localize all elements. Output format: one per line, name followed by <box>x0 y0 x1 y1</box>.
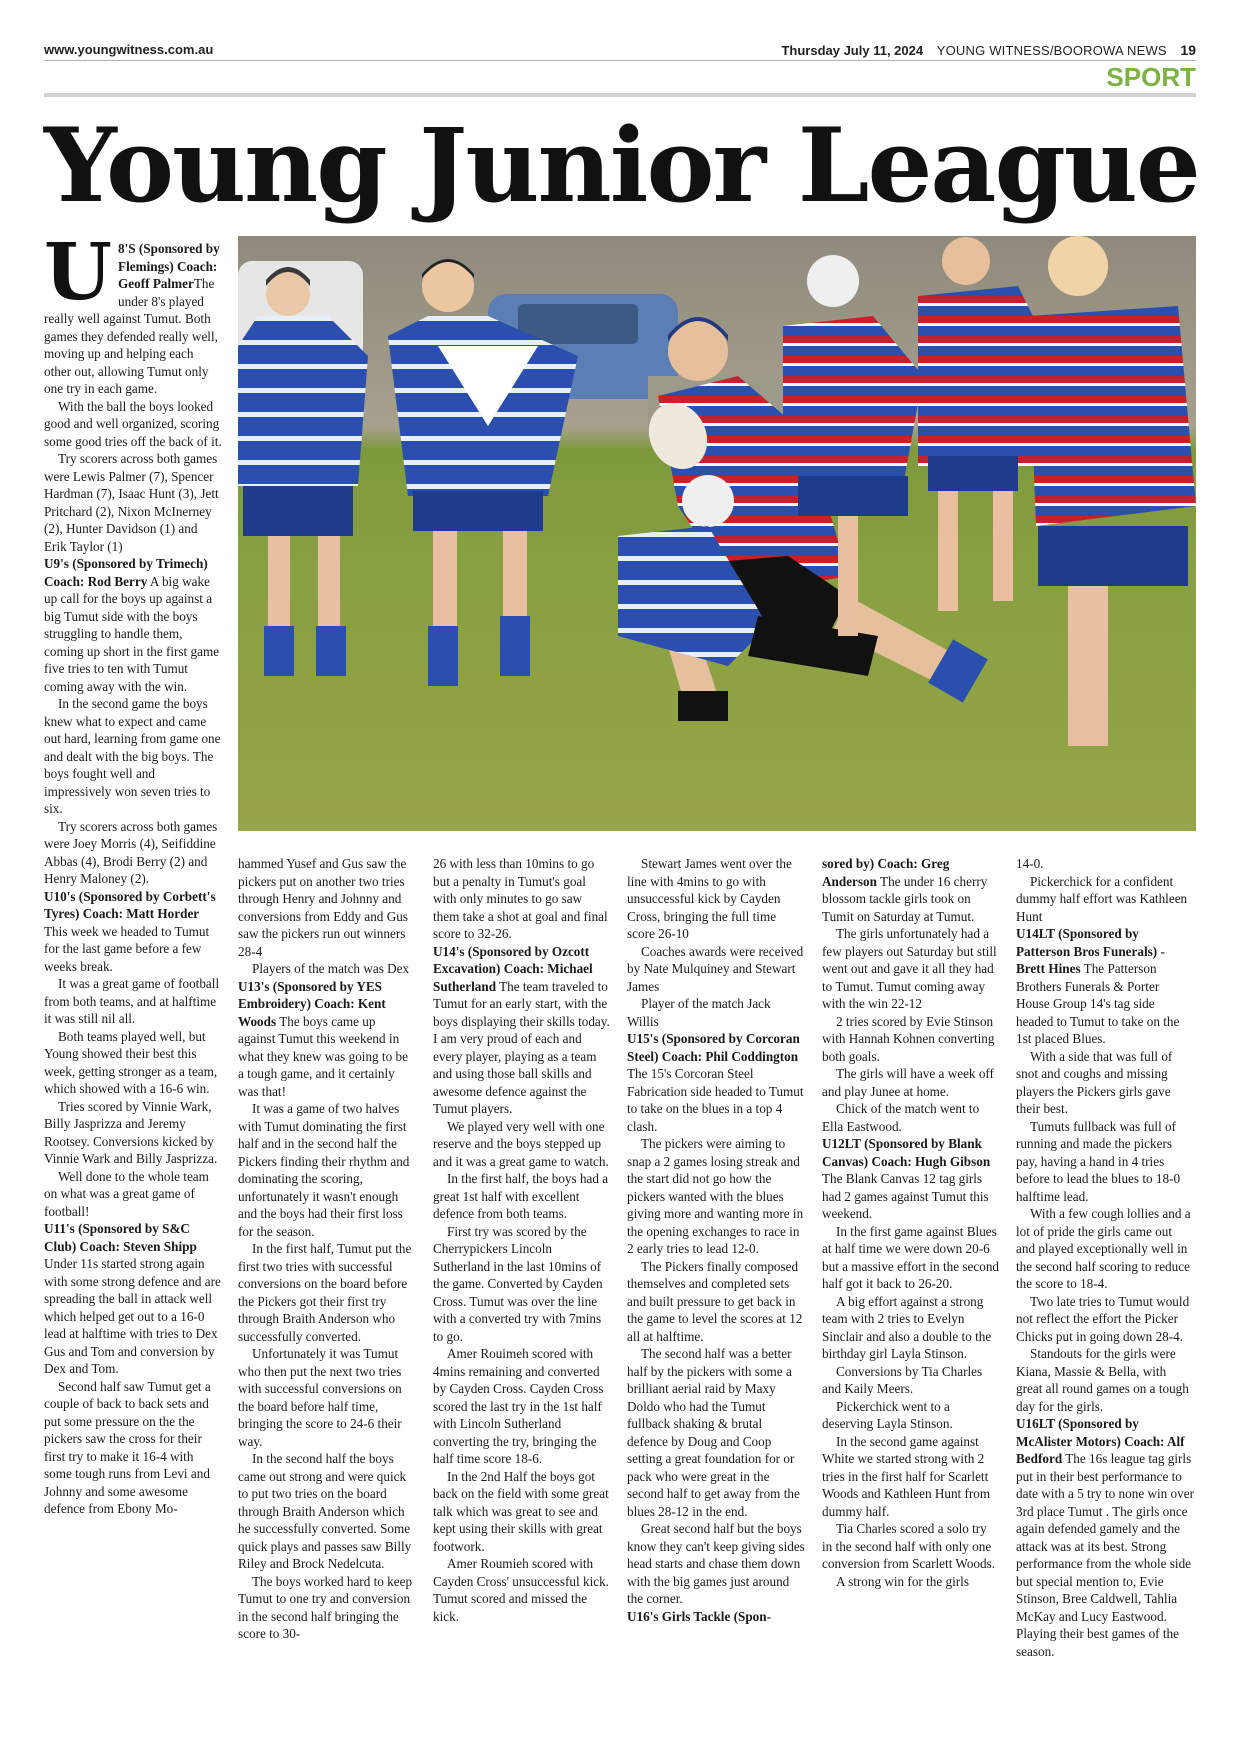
body-paragraph: Try scorers across both games were Joey Morris (4), Seifiddine Abbas (4), Brodi Berry (2) and Henry Maloney (2). <box>44 818 218 886</box>
article-column-4 <box>627 855 805 1625</box>
drop-cap: U <box>44 227 113 318</box>
body-paragraph: It was a game of two halves with Tumut dominating the first half and in the second half the Pickers finding their rhythm and dominating the scoring, unfortunately it wasn't enough and the boys had their first loss for the season. <box>238 1101 410 1239</box>
body-paragraph: Two late tries to Tumut would not reflect the effort the Picker Chicks put in going down 28-4. <box>1016 1293 1190 1344</box>
subhead: 8'S (Sponsored by Flemings) Coach: Geoff Palmer <box>118 241 220 291</box>
subhead: U14's (Sponsored by Ozcott Excavation) Coach: Michael Sutherland <box>433 943 593 994</box>
body-paragraph: Chick of the match went to Ella Eastwood. <box>822 1101 980 1134</box>
subhead-paragraph <box>627 1608 805 1626</box>
subhead: U14LT (Sponsored by Patterson Bros Funerals) - Brett Hines <box>1016 926 1165 976</box>
subhead: U9's (Sponsored by Trimech) Coach: Rod Berry <box>44 556 208 589</box>
body-paragraph: The pickers were aiming to snap a 2 games losing streak and the start did not go how the pickers wanted with the blues giving more and wanting more in the opening exchanges to race in 2 early tries to lead 12-0. <box>627 1136 804 1256</box>
body-text: The boys came up against Tumut this weekend in what they knew was going to be a tough game, and it certainly was that! <box>238 1013 408 1099</box>
body-paragraph: Unfortunately it was Tumut who then put the next two tries with successful conversions on the board before half time, bringing the score to 24-6 their way. <box>238 1346 402 1449</box>
subhead-paragraph <box>822 855 1000 925</box>
header-right <box>781 42 1196 58</box>
subhead: U11's (Sponsored by S&C Club) Coach: Steven Shipp <box>44 1221 197 1254</box>
body-text: The team traveled to Tumut for an early start, with the boys displaying their skills today. I am very proud of each and every player, playing as a team and using those ball skills and awesome defence against the Tumut players. <box>433 978 610 1116</box>
body-paragraph: Player of the match Jack Willis <box>627 996 771 1029</box>
body-text: Under 11s started strong again with some strong defence and are spreading the ball in attack well which helped get out to a 16-0 lead at halftime with tries to Dex Gus and Tom and conversion by Dex and Tom. <box>44 1256 221 1376</box>
subhead: U13's (Sponsored by YES Embroidery) Coach: Kent Woods <box>238 978 386 1029</box>
subhead: U15's (Sponsored by Corcoran Steel) Coach: Phil Coddington <box>627 1031 800 1064</box>
body-paragraph: 14-0. <box>1016 856 1044 871</box>
subhead-paragraph <box>238 978 416 1101</box>
body-paragraph: With a side that was full of snot and coughs and missing players the Pickers girls gave their best. <box>1016 1048 1173 1116</box>
body-paragraph: In the first game against Blues at half time we were down 20-6 but a massive effort in the second half got it back to 26-20. <box>822 1223 1000 1291</box>
body-paragraph: Pickerchick for a confident dummy half effort was Kathleen Hunt <box>1016 873 1188 924</box>
subhead-paragraph <box>627 1030 805 1135</box>
publication-name: YOUNG WITNESS/BOOROWA NEWS <box>936 43 1167 58</box>
headline: Young Junior League <box>44 106 1199 226</box>
body-paragraph: A big effort against a strong team with 2 tries to Evelyn Sinclair and also a double to the birthday girl Layla Stinson. <box>822 1293 992 1361</box>
body-text: The 16s league tag girls put in their best performance to date with a 5 try to none win over 3rd place Tumut . The girls once again defended gamely and the attack was at its best. Strong performance from the whole side but special mention to, Evie Stinson, Bree Caldwell, Tahlia McKay and Lucy Eastwood. Playing their best games of the season. <box>1016 1451 1194 1659</box>
subhead-paragraph <box>44 888 222 976</box>
body-paragraph: Coaches awards were received by Nate Mulquiney and Stewart James <box>627 943 804 994</box>
body-paragraph: In the first half, the boys had a great 1st half with excellent defence from both teams. <box>433 1171 609 1221</box>
body-paragraph: The second half was a better half by the pickers with some a brilliant aerial raid by Maxy Doldo who had the Tumut fullback shaking & brutal defence by Doug and Coop setting a great foundation for or pack who were great in the second half to get away from the blues 28-12 in the end. <box>627 1346 800 1519</box>
subhead: U12LT (Sponsored by Blank Canvas) Coach: Hugh Gibson <box>822 1136 991 1169</box>
issue-date: Thursday July 11, 2024 <box>781 43 924 58</box>
body-paragraph: Stewart James went over the line with 4mins to go with unsuccessful kick by Cayden Cross, bringing the full time score 26-10 <box>627 856 792 941</box>
subhead-paragraph <box>44 227 222 398</box>
page-header <box>44 38 1196 60</box>
body-paragraph: Tries scored by Vinnie Wark, Billy Jasprizza and Jeremy Rootsey. Conversions kicked by Vinnie Wark and Billy Jasprizza. <box>44 1098 218 1166</box>
body-paragraph: The Pickers finally composed themselves and completed sets and built pressure to get back in the game to level the scores at 12 all at halftime. <box>627 1258 803 1344</box>
body-paragraph: First try was scored by the Cherrypickers Lincoln Sutherland in the last 10mins of the game. Converted by Cayden Cross. Tumut was over the line with a converted try with 7mins to go. <box>433 1223 603 1344</box>
body-text: The 15's Corcoran Steel Fabrication side headed to Tumut to take on the blues in a top 4 clash. <box>627 1066 804 1134</box>
body-text: The under 16 cherry blossom tackle girls took on Tumit on Saturday at Tumut. <box>822 873 988 924</box>
match-photo <box>238 236 1196 831</box>
body-text: A big wake up call for the boys up against a big Tumut side with the boys struggling to handle them, coming up short in the first game five tries to ten with Tumut coming away with the win. <box>44 573 220 694</box>
body-paragraph: Well done to the whole team on what was a great game of football! <box>44 1168 209 1219</box>
section-label: SPORT <box>1106 62 1196 92</box>
subhead-paragraph <box>433 943 611 1118</box>
article-column-2 <box>238 855 416 1643</box>
body-paragraph: Amer Rouimeh scored with 4mins remaining and converted by Cayden Cross. Cayden Cross scored the last try in the 1st half with Lincoln Sutherland converting the try, bringing the half time score 18-6. <box>433 1346 604 1466</box>
body-text: The Patterson Brothers Funerals & Porter House Group 14's tag side headed to Tumut to take on the 1st placed Blues. <box>1016 961 1180 1046</box>
subhead-paragraph <box>44 555 222 695</box>
body-paragraph: The girls unfortunately had a few players out Saturday but still went out and gave it all they had to Tumut. Tumut coming away with the win 22-12 <box>822 926 997 1011</box>
subhead-paragraph <box>1016 1415 1194 1660</box>
subhead-paragraph <box>822 1135 1000 1223</box>
body-paragraph: With a few cough lollies and a lot of pride the girls came out and played exceptionally well in the second half scoring to reduce the score to 18-4. <box>1016 1206 1191 1291</box>
subhead: U10's (Sponsored by Corbett's Tyres) Coach: Matt Horder <box>44 888 216 921</box>
body-paragraph: Amer Roumieh scored with Cayden Cross' unsuccessful kick. Tumut scored and missed the kick. <box>433 1556 609 1624</box>
body-paragraph: Both teams played well, but Young showed their best this week, getting stronger as a team, which showed with a 16-6 win. <box>44 1028 218 1096</box>
body-paragraph: In the first half, Tumut put the first two tries with successful conversions on the board before the Pickers got their first try through Braith Anderson who successfully converted. <box>238 1241 412 1344</box>
body-paragraph: In the second game against White we started strong with 2 tries in the first half for Scarlett Woods and Kathleen Hunt from dummy half. <box>822 1433 991 1519</box>
body-paragraph: Players of the match was Dex <box>252 961 410 976</box>
body-paragraph: We played very well with one reserve and the boys stepped up and it was a great game to watch. <box>433 1118 609 1169</box>
subhead-paragraph <box>1016 925 1194 1048</box>
body-text: The Blank Canvas 12 tag girls had 2 games against Tumut this weekend. <box>822 1171 989 1221</box>
section-rule <box>44 93 1196 97</box>
body-paragraph: In the second game the boys knew what to expect and came out hard, learning from game one and dealt with the big boys. The boys fought well and impressively won seven tries to six. <box>44 696 221 816</box>
body-paragraph: 2 tries scored by Evie Stinson with Hannah Kohnen converting both goals. <box>822 1013 995 1064</box>
article-column-6 <box>1016 855 1194 1660</box>
body-paragraph: It was a great game of football from both teams, and at halftime it was still nil all. <box>44 976 220 1026</box>
header-rule <box>44 60 1196 61</box>
article-column-3 <box>433 855 611 1625</box>
body-paragraph: A strong win for the girls <box>836 1573 969 1589</box>
body-paragraph: With the ball the boys looked good and well organized, scoring some good tries off the back of it. <box>44 398 222 449</box>
body-paragraph: The girls will have a week off and play Junee at home. <box>822 1066 994 1099</box>
body-paragraph: 26 with less than 10mins to go but a penalty in Tumut's goal with only minutes to go saw them take a shot at goal and final score to 32-26. <box>433 856 608 941</box>
body-paragraph: Tumuts fullback was full of running and made the pickers pay, having a hand in 4 tries before to lead the blues to 18-0 halftime lead. <box>1016 1118 1181 1204</box>
subhead: U16LT (Sponsored by McAlister Motors) Coach: Alf Bedford <box>1016 1416 1185 1466</box>
body-paragraph: In the 2nd Half the boys got back on the field with some great talk which was great to see and kept using their skills with great footwork. <box>433 1468 609 1554</box>
article-column-1 <box>44 227 222 1518</box>
body-paragraph: Second half saw Tumut get a couple of back to back sets and put some pressure on the the pickers saw the cross for their first try to make it 16-4 with some tough runs from Levi and Johnny and some awesome defence from Ebony Mo- <box>44 1378 211 1516</box>
body-paragraph: Standouts for the girls were Kiana, Massie & Bella, with great all round games on a tough day for the girls. <box>1016 1346 1189 1414</box>
body-text: This week we headed to Tumut for the last game before a few weeks break. <box>44 923 210 974</box>
body-paragraph: Try scorers across both games were Lewis Palmer (7), Spencer Hardman (7), Isaac Hunt (3), Jett Pritchard (2), Nixon McInerney (2), Hunter Davidson (1) and Erik Taylor (1) <box>44 451 219 554</box>
subhead-paragraph <box>44 1220 222 1378</box>
body-text: The under 8's played really well against Tumut. Both games they defended really well, moving up and helping each other out, allowing Tumut only one try in each game. <box>44 276 218 396</box>
body-paragraph: hammed Yusef and Gus saw the pickers put on another two tries through Henry and Johnny and conversions from Eddy and Gus saw the pickers run out winners 28-4 <box>238 856 408 959</box>
body-paragraph: Tia Charles scored a solo try in the second half with only one conversion from Scarlett Woods. <box>822 1521 996 1571</box>
page-number: 19 <box>1180 42 1196 58</box>
website-url[interactable]: www.youngwitness.com.au <box>44 42 214 57</box>
match-photo-illustration <box>238 236 1196 831</box>
body-paragraph: Conversions by Tia Charles and Kaily Meers. <box>822 1363 983 1396</box>
article-column-5 <box>822 855 1000 1590</box>
subhead: U16's Girls Tackle (Spon- <box>627 1608 771 1624</box>
body-paragraph: In the second half the boys came out strong and were quick to put two tries on the board through Braith Anderson which he successfully converted. Some quick plays and passes saw Billy Riley and Brock Nedelcuta. <box>238 1451 412 1571</box>
subhead: sored by) Coach: Greg Anderson <box>822 856 950 889</box>
body-paragraph: Pickerchick went to a deserving Layla Stinson. <box>822 1398 953 1431</box>
body-paragraph: Great second half but the boys know they can't keep giving sides head starts and chase them down with the big games just around the corner. <box>627 1521 805 1606</box>
body-paragraph: The boys worked hard to keep Tumut to one try and conversion in the second half bringing the score to 30- <box>238 1573 413 1641</box>
